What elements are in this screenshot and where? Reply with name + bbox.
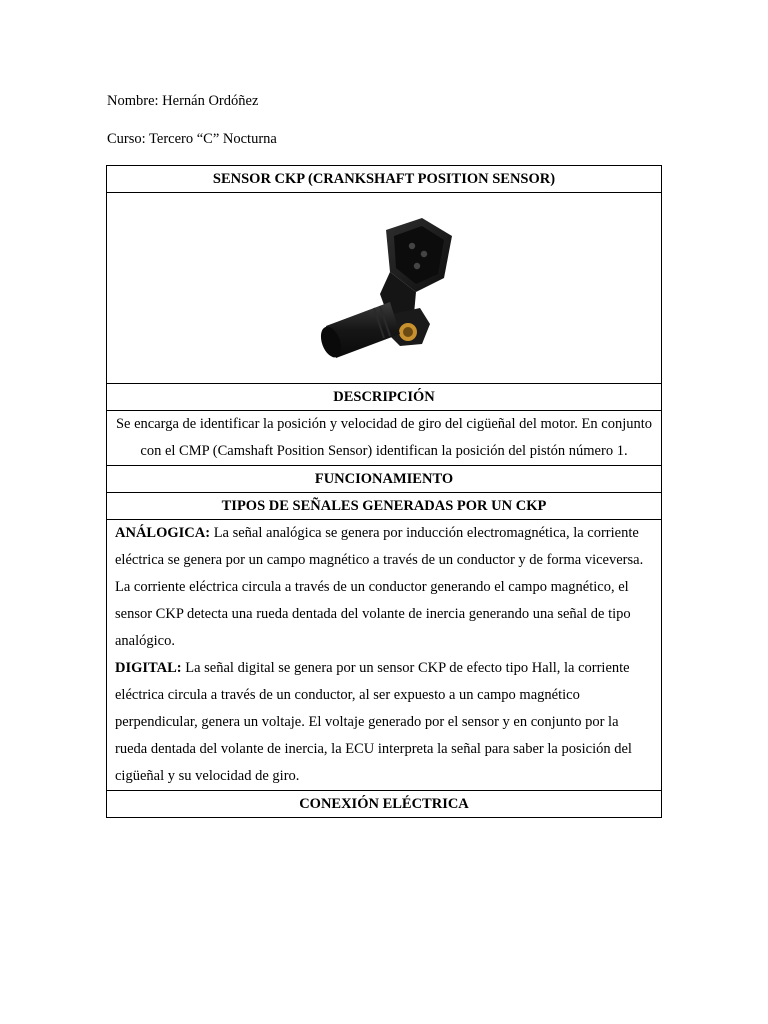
description-text: Se encarga de identificar la posición y velocidad de giro del cigüeñal del motor. En conjunto con el CMP (Camshaft Position Sensor) identifican la posición del pistón número 1. [107,411,662,466]
image-row [107,193,662,384]
connection-heading: CONEXIÓN ELÉCTRICA [107,791,662,818]
description-heading: DESCRIPCIÓN [107,384,662,411]
description-row [107,411,662,466]
crankshaft-sensor-photo [304,216,464,366]
digital-text: La señal digital se genera por un sensor CKP de efecto tipo Hall, la corriente eléctrica circula a través de un conductor, al ser expuesto a un campo magnético perpendicular, genera un voltaje. El voltaje generado por el sensor y en conjunto por la rueda dentada del volante de inercia, la ECU interpreta la señal para saber la posición del cigüeñal y su velocidad de giro. [115,660,632,784]
connection-heading-row [107,791,662,818]
image-cell [107,193,662,384]
digital-paragraph [115,655,653,790]
course-info: Curso: Tercero “C” Nocturna [107,131,277,147]
analog-term: ANÁLOGICA: [115,525,211,541]
description-heading-row [107,384,662,411]
table-title: SENSOR CKP (CRANKSHAFT POSITION SENSOR) [107,166,662,193]
analog-text: La señal analógica se genera por inducción electromagnética, la corriente eléctrica se genera por un campo magnético a través de un conductor y de forma viceversa. La corriente eléctrica circula a través de un conductor generando el campo magnético, el sensor CKP detecta una rueda dentada del volante de inercia generando una señal de tipo analógico. [115,525,644,649]
signal-types-heading: TIPOS DE SEÑALES GENERADAS POR UN CKP [107,493,662,520]
analog-paragraph [115,520,653,655]
student-name: Nombre: Hernán Ordóñez [107,93,259,109]
sensor-info-table [106,165,662,818]
signal-types-cell [107,520,662,791]
operation-heading-row [107,466,662,493]
operation-heading: FUNCIONAMIENTO [107,466,662,493]
title-row [107,166,662,193]
signal-types-heading-row [107,493,662,520]
digital-term: DIGITAL: [115,660,182,676]
signal-types-row [107,520,662,791]
